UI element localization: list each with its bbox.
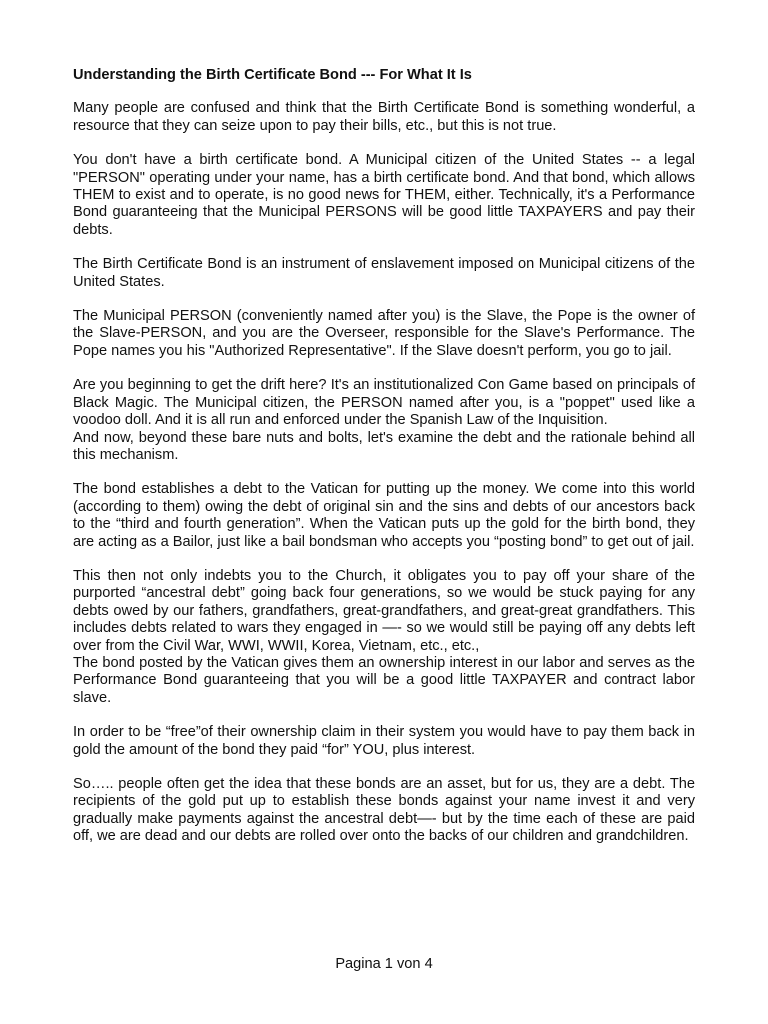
paragraph-examine-debt: And now, beyond these bare nuts and bolts, let's examine the debt and the rationale behind all this mechanism. (73, 429, 695, 463)
paragraph-vatican-debt: The bond establishes a debt to the Vatican for putting up the money. We come into this world (according to them) owing the debt of original sin and the sins and debts of our ancestors back to the “third and fourth generation”. When the Vatican puts up the gold for the birth bond, they are acting as a Bailor, just like a bail bondsman who accepts you “posting bond” to get out of jail. (73, 481, 695, 550)
paragraph-ownership-interest: The bond posted by the Vatican gives them an ownership interest in our labor and serves as the Performance Bond guaranteeing that you will be a good little TAXPAYER and contract labor slave. (73, 654, 695, 706)
paragraph-no-bond: You don't have a birth certificate bond. A Municipal citizen of the United States -- a legal "PERSON" operating under your name, has a birth certificate bond. And that bond, which allows THEM to exist and to operate, is no good news for THEM, either. Technically, it's a Performance Bond guaranteeing that the Municipal PERSONS will be good little TAXPAYERS and pay their debts. (73, 152, 695, 238)
paragraph-asset-debt: So….. people often get the idea that these bonds are an asset, but for us, they are a debt. The recipients of the gold put up to establish these bonds against your name invest it and very gradually make payments against the ancestral debt—- but by the time each of these are paid off, we are dead and our debts are rolled over onto the backs of our children and grandchildren. (73, 776, 695, 845)
document-title: Understanding the Birth Certificate Bond --- For What It Is (73, 67, 472, 83)
paragraph-confusion: Many people are confused and think that the Birth Certificate Bond is something wonderful, a resource that they can seize upon to pay their bills, etc., but this is not true. (73, 100, 695, 134)
paragraph-con-game: Are you beginning to get the drift here? It's an institutionalized Con Game based on principals of Black Magic. The Municipal citizen, the PERSON named after you, is a "poppet" used like a voodoo doll. And it is all run and enforced under the Spanish Law of the Inquisition. (73, 377, 695, 429)
paragraph-ancestral-debt: This then not only indebts you to the Church, it obligates you to pay off your share of the purported “ancestral debt” going back four generations, so we would be stuck paying for any debts owed by our fathers, grandfathers, great-grandfathers, and great-great grandfathers. This includes debts related to wars they engaged in —- so we would still be paying off any debts left over from the Civil War, WWI, WWII, Korea, Vietnam, etc., etc., (73, 567, 695, 654)
paragraph-enslavement: The Birth Certificate Bond is an instrument of enslavement imposed on Municipal citizens of the United States. (73, 256, 695, 290)
paragraph-slave-overseer: The Municipal PERSON (conveniently named after you) is the Slave, the Pope is the owner of the Slave-PERSON, and you are the Overseer, responsible for the Slave's Performance. The Pope names you his "Authorized Representative". If the Slave doesn't perform, you go to jail. (73, 308, 695, 359)
paragraph-free: In order to be “free”of their ownership claim in their system you would have to pay them back in gold the amount of the bond they paid “for” YOU, plus interest. (73, 724, 695, 758)
document-body (73, 67, 695, 863)
page-number-footer: Pagina 1 von 4 (335, 956, 433, 972)
